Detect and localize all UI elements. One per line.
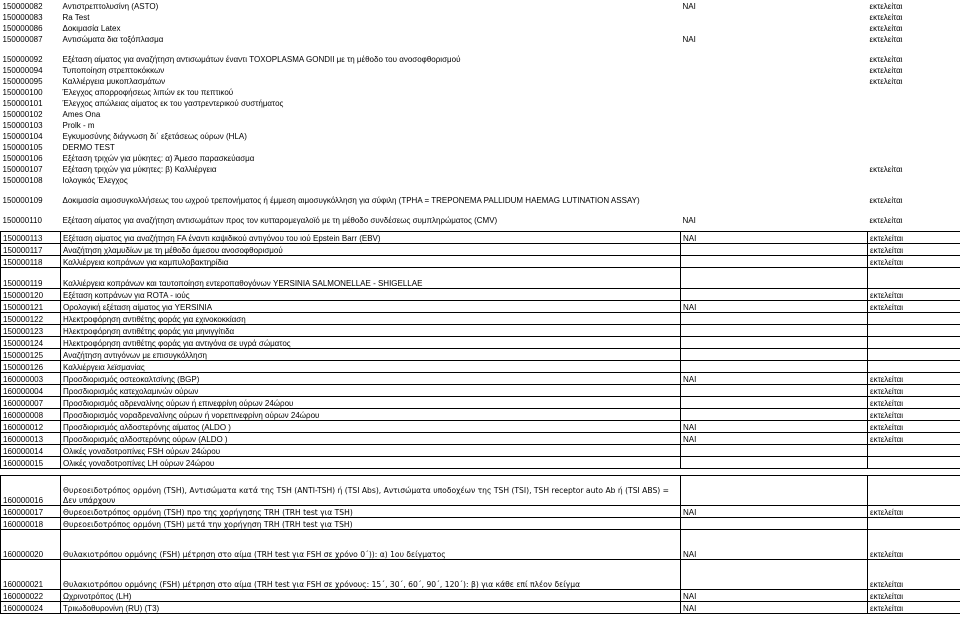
test-description: Ορολογική εξέταση αίματος για YERSINIA [61, 301, 681, 313]
test-description: Εξέταση κοπράνων για ROTA - ιούς [61, 289, 681, 301]
test-description: Prolk - m [62, 120, 95, 130]
test-status [868, 349, 960, 361]
table-row [1, 289, 960, 301]
test-flag [681, 64, 868, 75]
test-code: 150000121 [1, 301, 61, 313]
test-status: εκτελείται [868, 385, 960, 397]
test-code: 160000024 [1, 602, 61, 614]
test-description: Εξέταση αίματος για αναζήτηση αντισωμάτων έναντι TOXOPLASMA GONDII με τη μέθοδο του ανοσοφθορισμού [62, 54, 461, 64]
table-row [1, 433, 960, 445]
test-flag: ΝΑΙ [681, 301, 868, 313]
test-description: Εξέταση αίματος για αναζήτηση αντισωμάτων προς τον κυτταρομεγαλοϊό με τη μέθοδο συνδέσεως συμπληρώματος (CMV) [62, 215, 498, 225]
table-row [1, 185, 960, 205]
test-code: 160000020 [1, 530, 61, 560]
test-description: Θυρεοειδοτρόπος ορμόνη (TSH) προ της χορήγησης TRH (TRH test για TSH) [61, 506, 681, 518]
table-row [1, 361, 960, 373]
test-flag [681, 349, 868, 361]
test-flag [681, 11, 868, 22]
test-description: Αντιστρεπτολυσίνη (ASTO) [62, 1, 159, 11]
test-status: εκτελείται [868, 602, 960, 614]
test-flag [681, 244, 868, 256]
test-code: 160000012 [1, 421, 61, 433]
test-flag [681, 268, 868, 289]
table-row [1, 163, 960, 174]
test-code: 150000123 [1, 325, 61, 337]
test-flag [681, 152, 868, 163]
test-flag [681, 397, 868, 409]
test-description: Ames Ona [62, 109, 101, 119]
test-flag [681, 518, 868, 530]
test-code: 150000100 [2, 87, 43, 97]
test-status [868, 445, 960, 457]
test-code: 160000015 [1, 457, 61, 469]
table-row [1, 476, 960, 506]
test-status [868, 141, 960, 152]
test-status: εκτελείται [868, 409, 960, 421]
test-description: Καλλιέργεια μυκοπλασμάτων [62, 76, 166, 86]
table-row [1, 130, 960, 141]
test-flag: ΝΑΙ [681, 421, 868, 433]
table-row [1, 108, 960, 119]
test-code: 160000016 [1, 476, 61, 506]
test-description: Ωχρινοτρόπος (LH) [61, 590, 681, 602]
test-code: 150000102 [2, 109, 43, 119]
test-flag [681, 108, 868, 119]
test-status [868, 268, 960, 289]
test-code: 160000022 [1, 590, 61, 602]
test-flag [681, 75, 868, 86]
test-description: Θυρεοειδοτρόπος ορμόνη (TSH), Αντισώματα κατά της TSH (ANTI-TSH) ή (TSI Abs), Αντισώματα υποδοχέων της TSH (TSI), TSH receptor auto Ab ή (TSI ABS) = Δεν υπάρχουν [61, 476, 681, 506]
table-row [1, 602, 960, 614]
test-code: 150000104 [2, 131, 43, 141]
test-code: 160000018 [1, 518, 61, 530]
test-code: 160000007 [1, 397, 61, 409]
test-code: 150000086 [2, 23, 43, 33]
table-row [1, 97, 960, 108]
test-code: 150000107 [2, 164, 43, 174]
test-flag [681, 86, 868, 97]
test-flag: ΝΑΙ [682, 1, 696, 11]
test-status [868, 325, 960, 337]
test-code: 160000004 [1, 385, 61, 397]
test-description: Αντισώματα δια τοξόπλασμα [62, 34, 164, 44]
test-status: εκτελείται [869, 12, 903, 22]
test-flag [681, 289, 868, 301]
test-flag [681, 185, 868, 205]
test-status: εκτελείται [869, 215, 903, 225]
table-row [1, 325, 960, 337]
test-description: Καλλιέργεια λεϊσμανίας [61, 361, 681, 373]
test-status [868, 97, 960, 108]
test-description: Δοκιμασία αιμοσυγκολλήσεως του ωχρού τρεπονήματος ή έμμεση αιμοσυγκόλληση για σύφιλη (TPHA = TREPONEMA PALLIDUM HAEMAG LUTINATION ASSAY) [62, 195, 640, 205]
test-flag [681, 141, 868, 152]
test-status: εκτελείται [868, 506, 960, 518]
table-row [1, 421, 960, 433]
test-description: Τυποποίηση στρεπτοκόκκων [62, 65, 165, 75]
test-code: 160000013 [1, 433, 61, 445]
table-row [1, 349, 960, 361]
test-description: Προσδιορισμός αδρεναλίνης ούρων ή επινεφρίνη ούρων 24ώρου [61, 397, 681, 409]
test-code: 150000092 [2, 54, 43, 64]
test-status [868, 130, 960, 141]
test-status [868, 108, 960, 119]
test-code: 150000095 [2, 76, 43, 86]
test-code: 150000109 [2, 195, 43, 205]
test-description: Δοκιμασία Latex [62, 23, 121, 33]
test-code: 160000021 [1, 560, 61, 590]
test-code: 160000008 [1, 409, 61, 421]
test-status: εκτελείται [868, 560, 960, 590]
test-status: εκτελείται [869, 23, 903, 33]
test-status: εκτελείται [869, 76, 903, 86]
test-description: Προσδιορισμός αλδοστερόνης αίματος (ALDO ) [61, 421, 681, 433]
table-row [1, 506, 960, 518]
table-row [1, 205, 960, 225]
test-flag [681, 313, 868, 325]
test-flag: ΝΑΙ [681, 602, 868, 614]
test-status: εκτελείται [869, 195, 903, 205]
test-flag [681, 163, 868, 174]
test-description: Ηλεκτροφόρηση αντιθέτης φοράς για εχινοκοκκίαση [61, 313, 681, 325]
test-status [868, 457, 960, 469]
test-description: Προσδιορισμός οστεοκαλτσίνης (BGP) [61, 373, 681, 385]
test-description: Ολικές γοναδοτροπίνες LH ούρων 24ώρου [61, 457, 681, 469]
test-flag [681, 119, 868, 130]
table-row [1, 256, 960, 268]
test-description: Καλλιέργεια κοπράνων και ταυτοποίηση εντεροπαθογόνων YERSINIA SALMONELLAE - SHIGELLAE [61, 268, 681, 289]
test-code: 150000118 [1, 256, 61, 268]
test-flag [681, 97, 868, 108]
test-description: Εξέταση τριχών για μύκητες: α) Άμεσο παρασκεύασμα [62, 153, 255, 163]
table-row [1, 64, 960, 75]
test-description: Προσδιορισμός αλδοστερόνης ούρων (ALDO ) [61, 433, 681, 445]
table-row [1, 75, 960, 86]
test-description: Ra Test [62, 12, 90, 22]
test-description: Θυλακιοτρόπου ορμόνης (FSH) μέτρηση στο αίμα (TRH test για FSH σε χρόνους: 15΄, 30΄, 60΄, 90΄, 120΄): β) για κάθε επί πλέον δείγμα [61, 560, 681, 590]
test-flag: ΝΑΙ [681, 232, 868, 244]
test-flag: ΝΑΙ [681, 506, 868, 518]
test-code: 150000103 [2, 120, 43, 130]
test-code: 150000126 [1, 361, 61, 373]
test-status: εκτελείται [868, 301, 960, 313]
test-code: 150000083 [2, 12, 43, 22]
test-flag: ΝΑΙ [681, 530, 868, 560]
test-status: εκτελείται [869, 164, 903, 174]
test-code: 150000113 [1, 232, 61, 244]
table-row [1, 152, 960, 163]
test-status: εκτελείται [868, 289, 960, 301]
test-code: 150000120 [1, 289, 61, 301]
test-code: 150000094 [2, 65, 43, 75]
test-status [868, 518, 960, 530]
table-row [1, 232, 960, 244]
test-description: Τριιωδοθυρονίνη (RU) (T3) [61, 602, 681, 614]
test-flag: ΝΑΙ [682, 215, 696, 225]
table-row [1, 86, 960, 97]
test-status: εκτελείται [869, 54, 903, 64]
test-flag [681, 409, 868, 421]
test-flag: ΝΑΙ [682, 34, 696, 44]
test-description: Ηλεκτροφόρηση αντιθέτης φοράς για μηνιγγίτιδα [61, 325, 681, 337]
test-description: Προσδιορισμός νοραδρεναλίνης ούρων ή νορεπινεφρίνη ούρων 24ώρου [61, 409, 681, 421]
test-description: DERMO TEST [62, 142, 115, 152]
table-row [1, 33, 960, 44]
test-description: Θυρεοειδοτρόπος ορμόνη (TSH) μετά την χορήγηση TRH (TRH test για TSH) [61, 518, 681, 530]
test-code: 150000117 [1, 244, 61, 256]
test-description: Εξέταση τριχών για μύκητες: β) Καλλιέργεια [62, 164, 217, 174]
test-description: Ηλεκτροφόρηση αντιθέτης φοράς για αντιγόνα σε υγρά σώματος [61, 337, 681, 349]
test-description: Αναζήτηση αντιγόνων με επισυγκόλληση [61, 349, 681, 361]
table-row [1, 445, 960, 457]
test-flag [681, 44, 868, 64]
table-row [1, 457, 960, 469]
test-status: εκτελείται [868, 373, 960, 385]
test-code: 150000124 [1, 337, 61, 349]
test-description: Εγκυμοσύνης διάγνωση δι΄ εξετάσεως ούρων (HLA) [62, 131, 247, 141]
test-code: 160000017 [1, 506, 61, 518]
test-status: εκτελείται [868, 590, 960, 602]
test-code: 160000014 [1, 445, 61, 457]
table-row [1, 590, 960, 602]
table-row [1, 0, 960, 11]
test-description: Καλλιέργεια κοπράνων για καμπυλοβακτηρίδια [61, 256, 681, 268]
test-status [868, 361, 960, 373]
test-description: Ιολογικός Έλεγχος [62, 175, 128, 185]
test-status [868, 86, 960, 97]
test-code: 150000082 [2, 1, 43, 11]
test-status: εκτελείται [868, 256, 960, 268]
test-flag [681, 457, 868, 469]
table-row [1, 44, 960, 64]
test-flag [681, 560, 868, 590]
test-status: εκτελείται [869, 65, 903, 75]
test-flag: ΝΑΙ [681, 433, 868, 445]
test-description: Θυλακιοτρόπου ορμόνης (FSH) μέτρηση στο αίμα (TRH test για FSH σε χρόνο 0΄)): α) 1ου δείγματος [61, 530, 681, 560]
test-flag [681, 476, 868, 506]
test-flag: ΝΑΙ [681, 590, 868, 602]
table-row [1, 244, 960, 256]
table-row [1, 119, 960, 130]
test-status [868, 337, 960, 349]
lab-tests-body [1, 0, 960, 614]
test-code: 150000101 [2, 98, 43, 108]
table-row [1, 397, 960, 409]
test-code: 150000119 [1, 268, 61, 289]
test-status [868, 152, 960, 163]
test-flag [681, 174, 868, 185]
test-code: 150000110 [2, 215, 42, 225]
test-code: 150000108 [2, 175, 43, 185]
test-flag [681, 325, 868, 337]
test-description: Έλεγχος απορροφήσεως λιπών εκ του πεπτικού [62, 87, 234, 97]
table-row [1, 373, 960, 385]
test-status: εκτελείται [868, 232, 960, 244]
test-description: Αναζήτηση χλαμυδίων με τη μέθοδο άμεσου ανοσοφθορισμού [61, 244, 681, 256]
table-row [1, 313, 960, 325]
test-status: εκτελείται [869, 34, 903, 44]
test-status [868, 476, 960, 506]
table-row [1, 141, 960, 152]
table-row [1, 268, 960, 289]
test-status [868, 119, 960, 130]
table-row [1, 560, 960, 590]
test-flag [681, 22, 868, 33]
test-flag [681, 445, 868, 457]
test-description: Έλεγχος απώλειας αίματος εκ του γαστρεντερικού συστήματος [62, 98, 284, 108]
test-code: 150000106 [2, 153, 43, 163]
test-code: 150000105 [2, 142, 43, 152]
test-description: Προσδιορισμός κατεχολαμινών ούρων [61, 385, 681, 397]
test-code: 150000122 [1, 313, 61, 325]
test-code: 150000087 [2, 34, 43, 44]
test-flag [681, 130, 868, 141]
table-row [1, 337, 960, 349]
test-flag [681, 337, 868, 349]
test-status [868, 174, 960, 185]
table-row [1, 301, 960, 313]
table-row [1, 385, 960, 397]
table-row [1, 530, 960, 560]
spacer-row [1, 469, 960, 476]
test-description: Εξέταση αίματος για αναζήτηση FA έναντι καψιδικού αντιγόνου του ιού Epstein Barr (EBV) [61, 232, 681, 244]
test-status: εκτελείται [868, 433, 960, 445]
table-row [1, 409, 960, 421]
test-flag [681, 256, 868, 268]
test-code: 160000003 [1, 373, 61, 385]
table-row [1, 22, 960, 33]
test-description: Ολικές γοναδοτροπίνες FSH ούρων 24ώρου [61, 445, 681, 457]
table-row [1, 11, 960, 22]
test-status: εκτελείται [868, 397, 960, 409]
test-status: εκτελείται [868, 421, 960, 433]
test-code: 150000125 [1, 349, 61, 361]
test-status: εκτελείται [868, 530, 960, 560]
table-row [1, 518, 960, 530]
test-flag [681, 361, 868, 373]
test-flag: ΝΑΙ [681, 373, 868, 385]
test-status [868, 313, 960, 325]
test-flag [681, 385, 868, 397]
table-row [1, 174, 960, 185]
test-status: εκτελείται [869, 1, 903, 11]
test-status: εκτελείται [868, 244, 960, 256]
